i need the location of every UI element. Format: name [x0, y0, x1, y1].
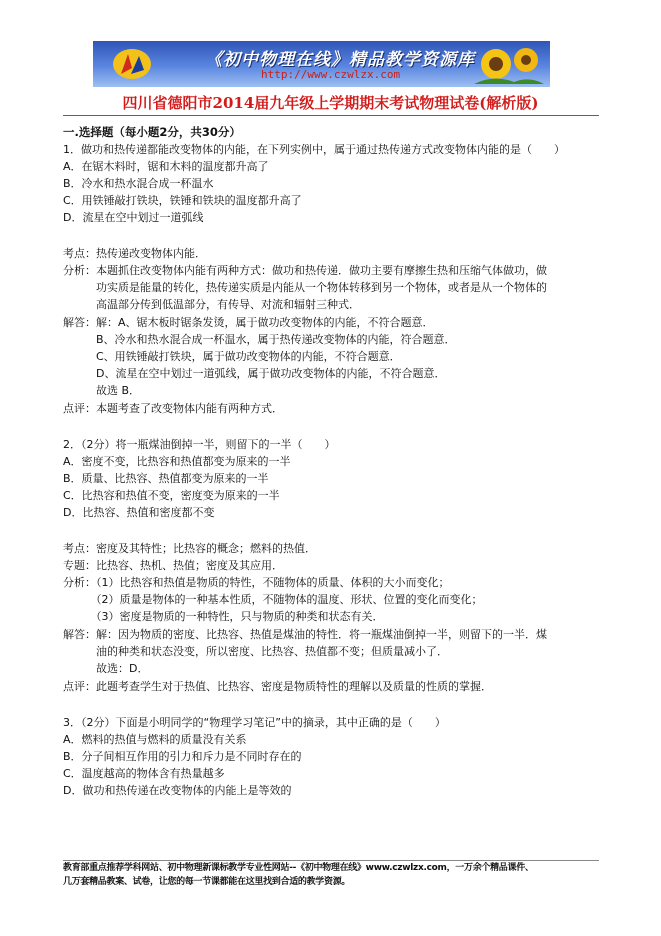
text-line-k2: 考点：密度及其特性；比热容的概念；燃料的热值．	[63, 542, 316, 555]
text-line-q2c: C．比热容和热值不变，密度变为原来的一半	[63, 489, 280, 502]
text-line-q3a: A．燃料的热值与燃料的质量没有关系	[63, 733, 247, 746]
text-line-q2a: A．密度不变，比热容和热值都变为原来的一半	[63, 455, 291, 468]
text-line-q1c: C．用铁锤敲打铁块，铁锤和铁块的温度都升高了	[63, 194, 302, 207]
site-logo-icon	[111, 46, 153, 82]
text-line-q1b: B．冷水和热水混合成一杯温水	[63, 177, 214, 190]
text-line-q3b: B．分子间相互作用的引力和斥力是不同时存在的	[63, 750, 302, 763]
text-line-d1: 点评：本题考查了改变物体内能有两种方式．	[63, 402, 283, 415]
text-line-j1b: B、冷水和热水混合成一杯温水，属于热传递改变物体的内能，符合题意．	[63, 333, 456, 346]
text-line-q3: 3．（2分）下面是小明同学的“物理学习笔记”中的摘录，其中正确的是（ ）	[63, 716, 446, 729]
text-line-q1: 1．做功和热传递都能改变物体的内能，在下列实例中，属于通过热传递方式改变物体内能的是（ ）	[63, 143, 565, 156]
text-line-j1e: 故选 B．	[63, 384, 141, 397]
section-heading: 一.选择题（每小题2分，共30分）	[63, 125, 241, 139]
title-divider	[63, 115, 599, 116]
text-line-q2b: B．质量、比热容、热值都变为原来的一半	[63, 472, 269, 485]
text-line-q3d: D．做功和热传递在改变物体的内能上是等效的	[63, 784, 292, 797]
text-line-f2c: （3）密度是物质的一种特性，只与物质的种类和状态有关．	[63, 610, 384, 623]
text-line-j1d: D、流星在空中划过一道弧线，属于做功改变物体的内能，不符合题意．	[63, 367, 446, 380]
header-banner	[93, 41, 550, 87]
text-line-j2b: 油的种类和状态没变，所以密度、比热容、热值都不变；但质量减小了．	[63, 645, 448, 658]
text-line-q2d: D．比热容、热值和密度都不变	[63, 506, 215, 519]
text-line-d2: 点评：此题考查学生对于热值、比热容、密度是物质特性的理解以及质量的性质的掌握．	[63, 680, 492, 693]
text-line-f1b: 功实质是能量的转化，热传递实质是内能从一个物体转移到另一个物体，或者是从一个物体的	[63, 281, 547, 294]
text-line-q1a: A．在锯木料时，锯和木料的温度都升高了	[63, 160, 269, 173]
banner-title: 《初中物理在线》精品教学资源库	[205, 50, 475, 70]
footer-divider	[63, 860, 599, 861]
text-line-z2: 专题：比热容、热机、热值；密度及其应用．	[63, 559, 283, 572]
text-line-q2: 2．（2分）将一瓶煤油倒掉一半，则留下的一半（ ）	[63, 438, 336, 451]
text-line-k1: 考点：热传递改变物体内能．	[63, 247, 206, 260]
text-line-j2a: 解答：解：因为物质的密度、比热容、热值是煤油的特性．将一瓶煤油倒掉一半，则留下的一半．煤	[63, 628, 547, 641]
banner-url: http://www.czwlzx.com	[261, 68, 401, 81]
text-line-f1c: 高温部分传到低温部分，有传导、对流和辐射三种式．	[63, 298, 360, 311]
text-line-j2c: 故选：D．	[63, 662, 149, 675]
text-line-f1a: 分析：本题抓住改变物体内能有两种方式：做功和热传递．做功主要有摩擦生热和压缩气体做功，做	[63, 264, 547, 277]
sunflower-icon	[474, 44, 544, 84]
text-line-j1c: C、用铁锤敲打铁块，属于做功改变物体的内能，不符合题意．	[63, 350, 401, 363]
text-line-j1a: 解答：解：A、锯木板时锯条发烫，属于做功改变物体的内能，不符合题意．	[63, 316, 434, 329]
text-line-f2b: （2）质量是物体的一种基本性质，不随物体的温度、形状、位置的变化而变化；	[63, 593, 483, 606]
text-line-q1d: D．流星在空中划过一道弧线	[63, 211, 204, 224]
text-line-q3c: C．温度越高的物体含有热量越多	[63, 767, 225, 780]
text-line-f2a: 分析：（1）比热容和热值是物质的特性，不随物体的质量、体积的大小而变化；	[63, 576, 450, 589]
document-title: 四川省德阳市2014届九年级上学期期末考试物理试卷(解析版)	[122, 94, 539, 112]
footer-line-2: 几万套精品教案、试卷，让您的每一节课都能在这里找到合适的教学资源。	[63, 877, 351, 887]
footer-line-1: 教育部重点推荐学科网站、初中物理新课标教学专业性网站--《初中物理在线》www.czwlzx.com，一万余个精品课件、	[63, 863, 534, 873]
